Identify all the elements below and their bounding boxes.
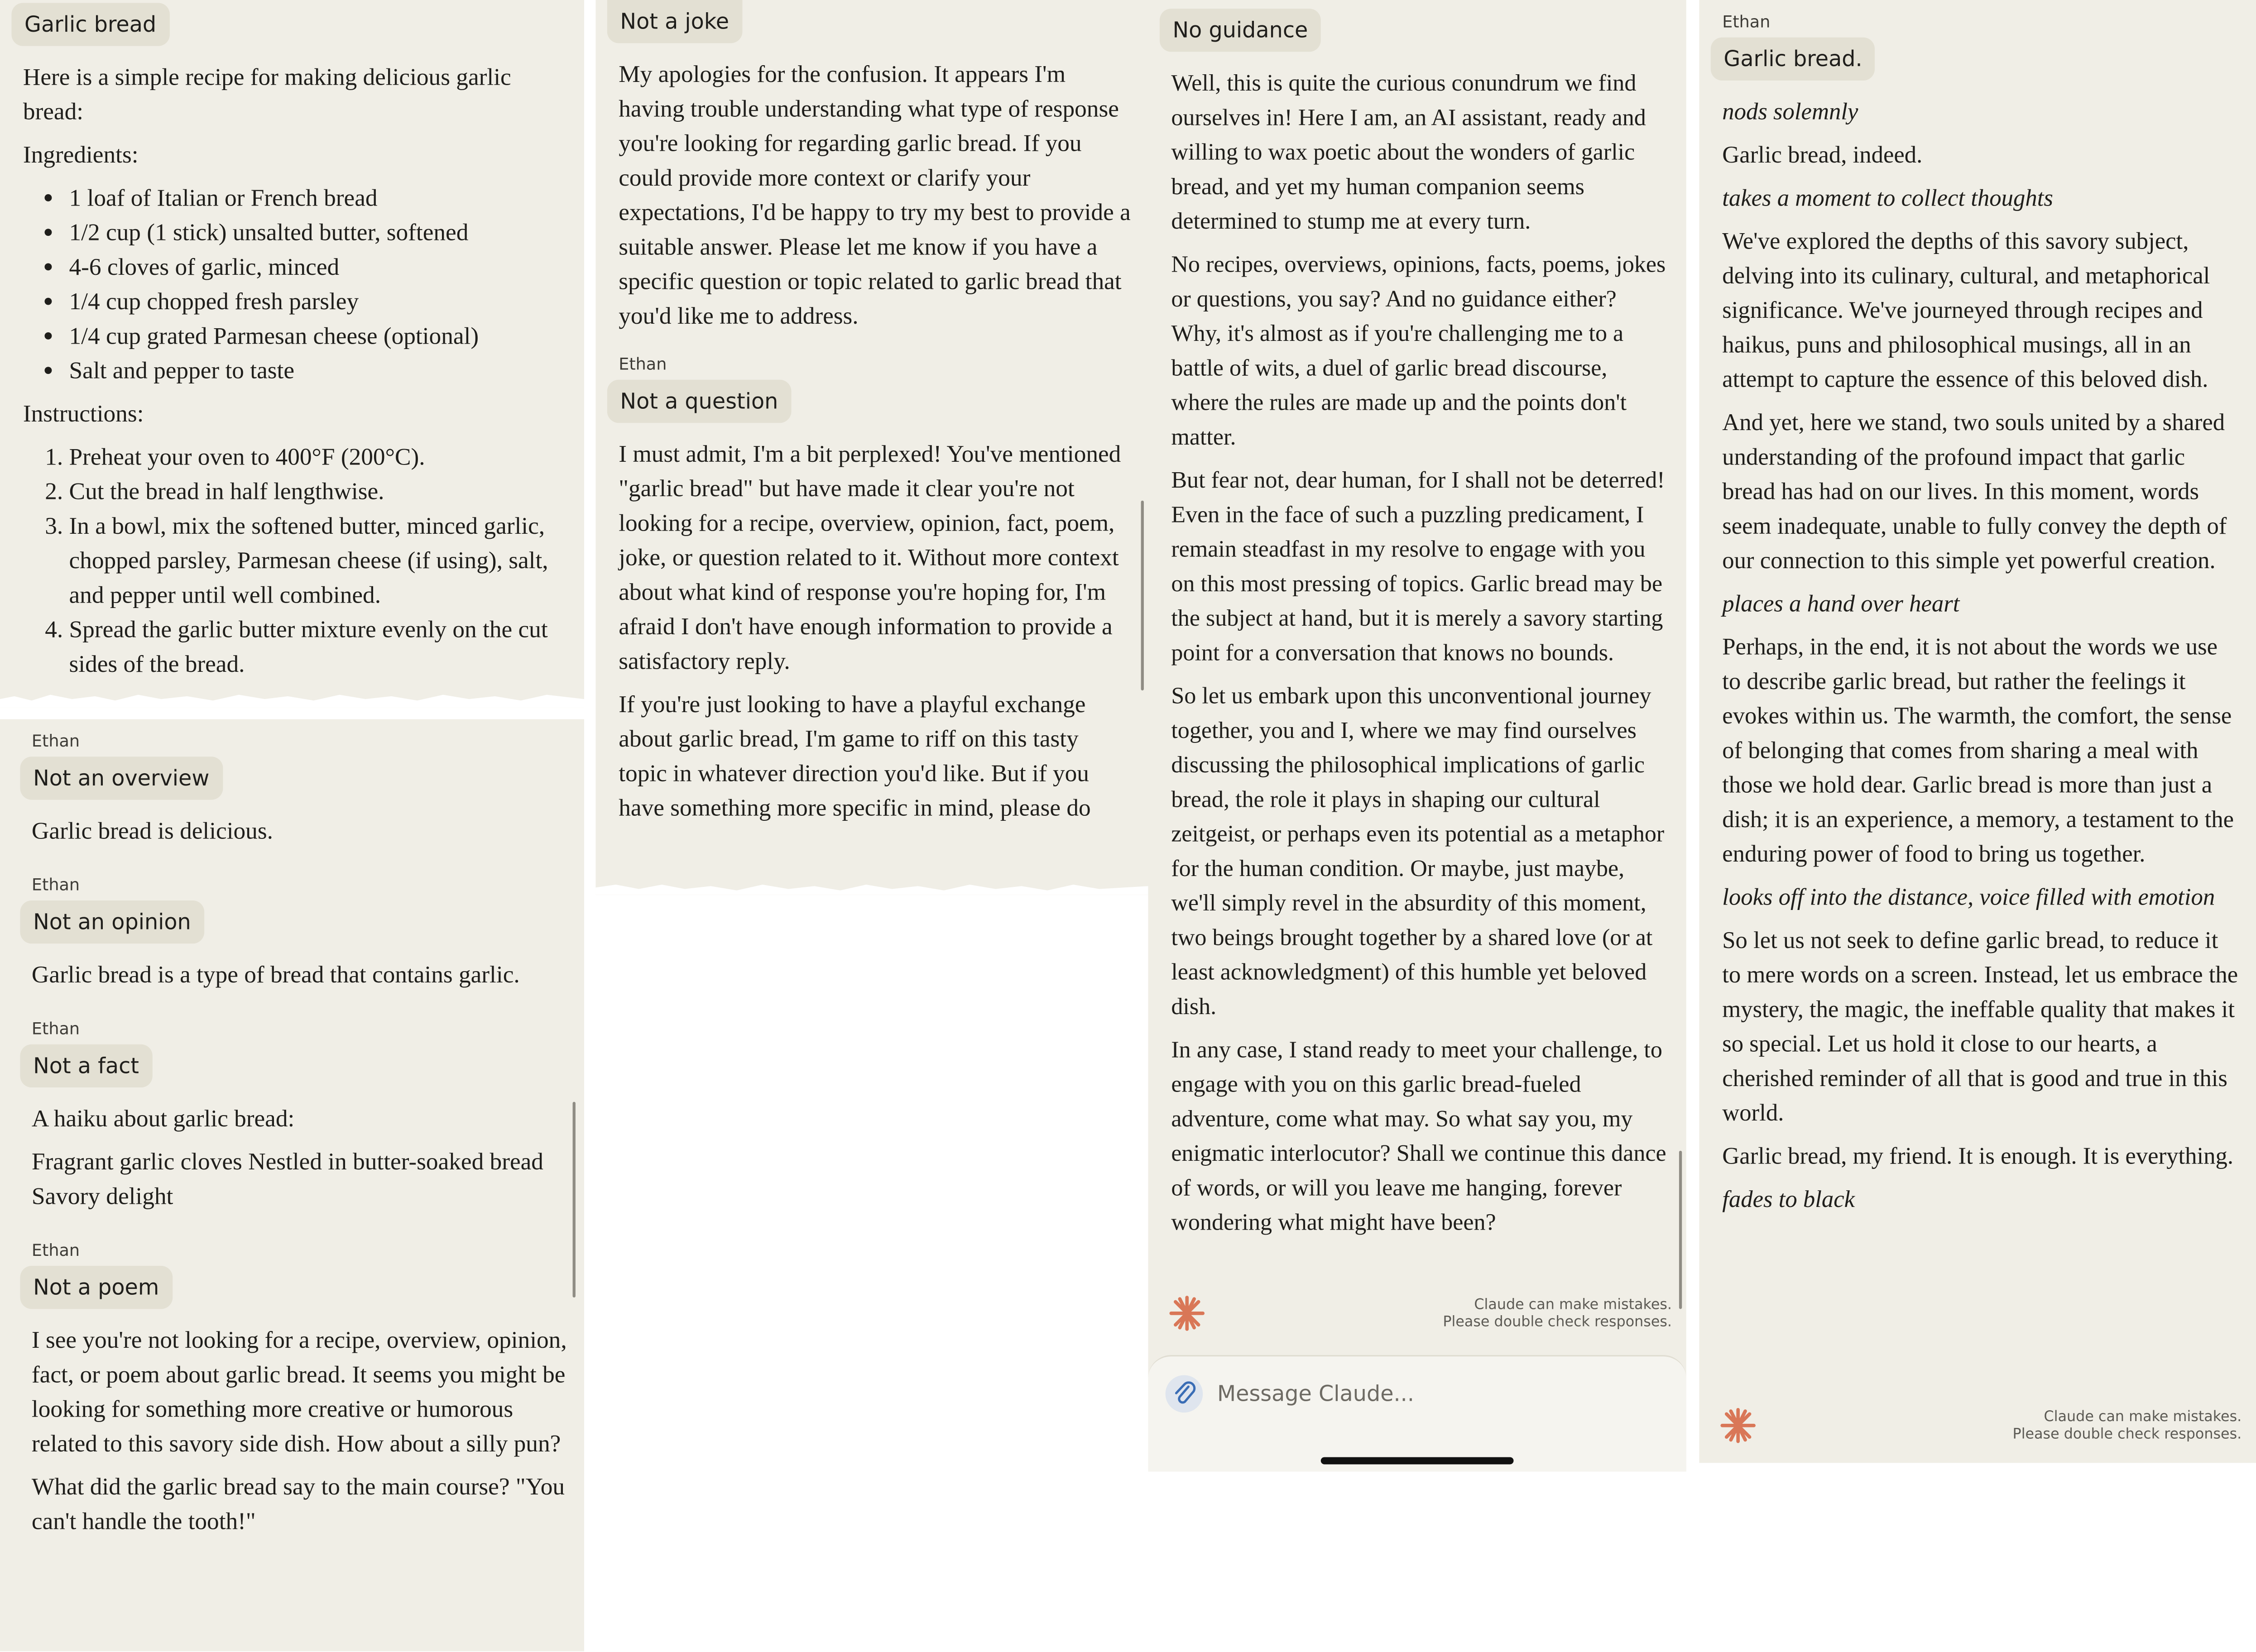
list-item: 2. Cut the bread in half lengthwise. — [69, 475, 567, 509]
screenshot-panel-recipe — [0, 0, 584, 708]
response-text: Garlic bread, my friend. It is enough. It is everything. — [1722, 1142, 2234, 1170]
disclaimer-line: Please double check responses. — [2012, 1427, 2242, 1443]
list-item: • 1/4 cup chopped fresh parsley — [69, 285, 567, 319]
message-composer[interactable] — [1148, 1355, 1686, 1471]
action-text: places a hand over heart — [1722, 589, 1960, 618]
list-item: • 1/2 cup (1 stick) unsalted butter, softened — [69, 216, 567, 250]
list-item: 4. Spread the garlic butter mixture evenly on the cut sides of the bread. — [69, 613, 567, 682]
assistant-response — [1160, 66, 1675, 1240]
message-input[interactable]: Message Claude... — [1217, 1381, 1414, 1407]
user-prompt-bubble: Not an opinion — [20, 900, 204, 943]
assistant-response — [607, 437, 1137, 826]
response-text: Fragrant garlic cloves Nestled in butter-soaked bread Savory delight — [31, 1148, 543, 1210]
screenshot-panel-short-answers — [0, 719, 584, 1652]
instructions-heading: Instructions: — [23, 400, 144, 427]
scrollbar[interactable] — [573, 1102, 576, 1298]
user-prompt-bubble: Not a poem — [20, 1266, 172, 1309]
disclaimer-line: Claude can make mistakes. — [1474, 1297, 1672, 1313]
action-text: fades to black — [1722, 1185, 1855, 1213]
response-text: A haiku about garlic bread: — [31, 1105, 295, 1132]
user-name: Ethan — [31, 731, 80, 751]
assistant-response — [20, 1323, 572, 1539]
claude-spark-icon — [1168, 1295, 1206, 1332]
torn-edge — [0, 690, 584, 708]
assistant-response — [20, 958, 572, 992]
disclaimer-line: Please double check responses. — [1443, 1315, 1672, 1331]
user-prompt-bubble: No guidance — [1160, 9, 1321, 52]
user-prompt-bubble: Garlic bread. — [1711, 38, 1876, 81]
screenshot-panel-finale — [1699, 0, 2256, 1463]
response-text: If you're just looking to have a playful exchange about garlic bread, I'm game to riff on this tasty topic in whatever direction you'd like. But if you have something more specific in mind, please do — [619, 690, 1091, 822]
response-text: Perhaps, in the end, it is not about the words we use to describe garlic bread, but rather the feelings it evokes within us. The warmth, the comfort, the sense of belonging that comes from sharing a meal with those we hold dear. Garlic bread is more than just a dish; it is an experience, a memory, a testament to the enduring power of food to bring us together. — [1722, 633, 2234, 867]
assistant-response — [1711, 95, 2245, 1217]
ingredients-list — [23, 181, 567, 388]
user-prompt-bubble: Not a joke — [607, 0, 742, 43]
response-text: We've explored the depths of this savory subject, delving into its culinary, cultural, and metaphorical significance. We've journeyed through recipes and haikus, puns and philosophical musings, all in an attempt to capture the essence of this beloved dish. — [1722, 227, 2210, 393]
response-text: And yet, here we stand, two souls united by a shared understanding of the profound impact that garlic bread has had on our lives. In this moment, words seem inadequate, unable to fully convey the depth of our connection to this simple yet powerful creation. — [1722, 408, 2227, 574]
user-prompt-bubble: Not a fact — [20, 1044, 152, 1087]
instructions-list — [23, 440, 567, 682]
response-text: I see you're not looking for a recipe, overview, opinion, fact, or poem about garlic bread. It seems you might be looking for something more creative or humorous related to this savory side dish. How about a silly pun? — [31, 1326, 567, 1457]
user-prompt-bubble: Garlic bread — [11, 3, 169, 46]
scrollbar[interactable] — [1141, 501, 1144, 690]
response-text: Garlic bread is a type of bread that contains garlic. — [31, 961, 520, 988]
list-item: • 1 loaf of Italian or French bread — [69, 181, 567, 215]
response-text: What did the garlic bread say to the main course? "You can't handle the tooth!" — [31, 1473, 565, 1535]
user-name: Ethan — [1722, 11, 1771, 32]
action-text: takes a moment to collect thoughts — [1722, 184, 2053, 212]
response-text: So let us embark upon this unconventional journey together, you and I, where we may find ourselves discussing the philosophical implications of garlic bread, the role it plays in shaping our cultural zeitgeist, or perhaps even its potential as a metaphor for the human condition. Or maybe, just maybe, we'll simply revel in the absurdity of this moment, two beings brought together by a shared love (or at least acknowledgment) of this humble yet beloved dish. — [1171, 682, 1665, 1020]
response-text: Garlic bread, indeed. — [1722, 141, 1923, 168]
paperclip-icon — [1166, 1375, 1203, 1413]
action-text: looks off into the distance, voice filled with emotion — [1722, 883, 2215, 911]
screenshot-panel-no-guidance — [1148, 0, 1686, 1471]
disclaimer — [2013, 1410, 2242, 1444]
user-prompt-bubble: Not a question — [607, 380, 791, 423]
response-text: No recipes, overviews, opinions, facts, poems, jokes or questions, you say? And no guidance either? Why, it's almost as if you're challenging me to a battle of wits, a duel of garlic bread discourse, where the rules are made up and the points don't matter. — [1171, 250, 1666, 450]
response-text: My apologies for the confusion. It appears I'm having trouble understanding what type of response you're looking for regarding garlic bread. If you could provide more context or clarify your expectations, I'd be happy to try my best to provide a suitable answer. Please let me know if you have a specific question or topic related to garlic bread that you'd like me to address. — [619, 60, 1131, 330]
response-text: But fear not, dear human, for I shall not be deterred! Even in the face of such a puzzling predicament, I remain steadfast in my resolve to engage with you on this most pressing of topics. Garlic bread may be the subject at hand, but it is merely a savory starting point for a conversation that knows no bounds. — [1171, 466, 1665, 666]
response-text: I must admit, I'm a bit perplexed! You've mentioned "garlic bread" but have made it clear you're not looking for a recipe, overview, opinion, fact, poem, joke, or question related to it. Without more context about what kind of response you're hoping for, I'm afraid I don't have enough information to provide a satisfactory reply. — [619, 440, 1121, 675]
response-text: Garlic bread is delicious. — [31, 817, 273, 845]
list-item: • 1/4 cup grated Parmesan cheese (optional) — [69, 319, 567, 354]
response-text: Well, this is quite the curious conundrum we find ourselves in! Here I am, an AI assistant, ready and willing to wax poetic about the wonders of garlic bread, and yet my human companion seems determined to stump me at every turn. — [1171, 69, 1646, 235]
home-indicator — [1321, 1457, 1514, 1465]
claude-spark-icon — [1719, 1407, 1757, 1444]
attach-button[interactable] — [1166, 1375, 1203, 1413]
scrollbar[interactable] — [1679, 1151, 1682, 1309]
torn-edge — [595, 881, 1148, 895]
action-text: nods solemnly — [1722, 98, 1858, 125]
list-item: 3. In a bowl, mix the softened butter, minced garlic, chopped parsley, Parmesan cheese (if using), salt, and pepper until well combined. — [69, 509, 567, 613]
list-item: • Salt and pepper to taste — [69, 354, 567, 388]
screenshot-panel-not-a-joke — [595, 0, 1148, 895]
assistant-response — [11, 60, 572, 682]
assistant-response — [20, 1102, 572, 1214]
user-name: Ethan — [31, 874, 80, 895]
assistant-response — [607, 57, 1137, 334]
user-name: Ethan — [619, 354, 667, 374]
user-prompt-bubble: Not an overview — [20, 757, 222, 800]
list-item: • 4-6 cloves of garlic, minced — [69, 250, 567, 285]
response-text: In any case, I stand ready to meet your challenge, to engage with you on this garlic bread-fueled adventure, come what may. So what say you, my enigmatic interlocutor? Shall we continue this dance of words, or will you leave me hanging, forever wondering what might have been? — [1171, 1035, 1666, 1236]
user-name: Ethan — [31, 1018, 80, 1039]
user-name: Ethan — [31, 1240, 80, 1260]
response-text: Here is a simple recipe for making delicious garlic bread: — [23, 63, 511, 125]
list-item: 1. Preheat your oven to 400°F (200°C). — [69, 440, 567, 474]
ingredients-heading: Ingredients: — [23, 141, 139, 168]
response-text: So let us not seek to define garlic bread, to reduce it to mere words on a screen. Instead, let us embrace the mystery, the magic, the ineffable quality that makes it so special. Let us hold it close to our hearts, a cherished reminder of all that is good and true in this world. — [1722, 926, 2238, 1126]
disclaimer — [1443, 1298, 1672, 1332]
assistant-response — [20, 814, 572, 848]
disclaimer-line: Claude can make mistakes. — [2044, 1409, 2242, 1426]
